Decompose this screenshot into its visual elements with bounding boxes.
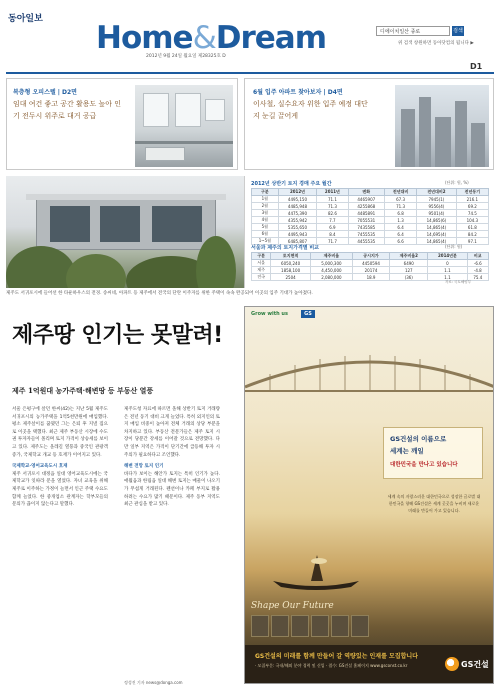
table2-row bbox=[252, 267, 489, 274]
page-number: D1 bbox=[470, 62, 483, 71]
table1-cell: 4485,948 bbox=[278, 203, 317, 210]
search-input-value: 디에이치일산 종로 bbox=[380, 29, 421, 35]
gs-advertisement[interactable] bbox=[244, 306, 494, 684]
article-body-col1 bbox=[12, 406, 108, 676]
table2-cell: 18.9 bbox=[352, 274, 389, 281]
table2-cell: (36) bbox=[390, 274, 428, 281]
boat-illustration bbox=[271, 551, 361, 591]
article-headline: 제주땅 인기는 못말려! bbox=[12, 323, 223, 348]
table2-cell: 20174 bbox=[352, 267, 389, 274]
table1-cell: 4495,943 bbox=[278, 231, 317, 238]
table1-header-cell: 2011년 bbox=[317, 189, 348, 196]
gs-logo-top: GS bbox=[301, 310, 315, 318]
table1-cell: 4485891 bbox=[348, 210, 384, 217]
masthead bbox=[0, 0, 500, 71]
body-col1-text2: 제주 서귀포시 대정읍 일대 영어교육도시에는 국제학교가 잇따라 문을 열었다. 자녀 교육을 위해 제주로 이주하는 가정이 늘면서 인근 주택 수요도 함께 늘었다. 한 중개업소 관계자는 학부모들의 문의가 끊이지 않는다고 말했다. bbox=[12, 471, 108, 508]
table1-cell: 8.4 bbox=[317, 231, 348, 238]
table2-cell: 전국 bbox=[252, 274, 271, 281]
promo-box-left[interactable] bbox=[6, 78, 238, 170]
table1-cell: 6월 bbox=[252, 231, 279, 238]
table1-row bbox=[252, 224, 489, 231]
table1-header-cell: 2012년 bbox=[278, 189, 317, 196]
table1-row bbox=[252, 196, 489, 203]
ad-message-card bbox=[383, 427, 483, 479]
table1-cell: 71.7 bbox=[317, 238, 348, 245]
table1-header-cell: 전년대비2 bbox=[417, 189, 457, 196]
gs-logo-mark-icon bbox=[445, 657, 459, 671]
table1-cell: 4465907 bbox=[348, 196, 384, 203]
table2-unit: (단위: 원) bbox=[445, 244, 463, 249]
table1-cell: 6.9 bbox=[317, 224, 348, 231]
table1-cell: 3월 bbox=[252, 210, 279, 217]
table1-cell: 6.6 bbox=[384, 238, 416, 245]
table2-header-cell: 제주비율 bbox=[310, 253, 352, 260]
table1-cell: 4월 bbox=[252, 217, 279, 224]
ad-recruit-detail: · 모집부문: 국내/해외 분야 경력 및 신입 · 접수: GS건설 홈페이지 www.gsconst.co.kr bbox=[255, 663, 408, 668]
table2-cell: 제주 bbox=[252, 267, 271, 274]
table1-cell: 9556(4) bbox=[417, 203, 457, 210]
table1-cell: 14,865(6) bbox=[417, 217, 457, 224]
table1-row bbox=[252, 203, 489, 210]
table1-cell: 4455535 bbox=[348, 238, 384, 245]
body-col2-text: 제주도청 자료에 따르면 올해 상반기 토지 거래량은 전년 동기 대비 크게 늘었다. 특히 외지인의 토지 매입 비중이 높아져 전체 거래의 상당 부분을 차지하고 있다. 부동산 전문가들은 제주 토지 시장이 당분간 강세를 이어갈 것으로 전망했다. 다만 일부 지역은 가격이 단기간에 급등해 투자 시 주의가 필요하다고 조언했다. bbox=[124, 407, 220, 458]
section-title-right: Dream bbox=[215, 20, 327, 56]
promo-left-label: 복층형 오피스텔 | D2면 bbox=[13, 89, 77, 96]
table1-cell: 6.4 bbox=[384, 224, 416, 231]
table1-cell: 1월 bbox=[252, 196, 279, 203]
ad-card-line1: 세계는 깨일 bbox=[390, 447, 424, 455]
body-col1-text: 서울 은평구에 살던 한씨(42)는 지난 5월 제주도 서귀포시의 농가주택을 1억5천만원에 매입했다. 평소 제주살이를 꿈꿨던 그는 은퇴 후 지낼 집으로 이곳을 택했다. 최근 제주 부동산 시장에 수도권 투자자들이 몰리며 토지 가격이 상승세를 보이고 있다. 제주도는 올레길 열풍과 중국인 관광객 증가, 국제학교 개교 등 호재가 이어지고 있다. bbox=[12, 407, 108, 458]
table2-cell: 6050,240 bbox=[271, 260, 311, 267]
table1-header-cell: 전년대비 bbox=[384, 189, 416, 196]
table1-cell: 7455535 bbox=[348, 231, 384, 238]
table1-cell: 4255868 bbox=[348, 203, 384, 210]
table2-cell: 0 bbox=[428, 260, 467, 267]
table1-cell: 104.3 bbox=[456, 217, 488, 224]
bridge-illustration bbox=[245, 347, 494, 407]
table1-cell: 7055531 bbox=[348, 217, 384, 224]
ad-thumbnails bbox=[251, 615, 371, 637]
table2-cell: 1.1 bbox=[428, 267, 467, 274]
article-body-col2 bbox=[124, 406, 220, 676]
table1-cell: 61.8 bbox=[456, 224, 488, 231]
newspaper-name: 동아일보 bbox=[8, 14, 43, 24]
table1-cell: 74.5 bbox=[456, 210, 488, 217]
table1-unit: (단위: 원, %) bbox=[445, 180, 469, 185]
section-title-amp: & bbox=[192, 20, 216, 56]
table1-cell: 4475,390 bbox=[278, 210, 317, 217]
table1-cell: 71.3 bbox=[384, 203, 416, 210]
promo-right-photo bbox=[395, 85, 489, 167]
table1-cell: 14,865(4) bbox=[417, 238, 457, 245]
gs-logo bbox=[445, 655, 489, 673]
table1-title: 2012년 상반기 토지 경매 주요 월간 bbox=[251, 181, 332, 187]
ad-recruit-banner[interactable] bbox=[245, 645, 494, 684]
table2-header-cell: 토지면적 bbox=[271, 253, 311, 260]
table2-row bbox=[252, 260, 489, 267]
search-help-link[interactable]: 위 검색 창원하면 동아닷컴의 됩니다 ▶ bbox=[398, 41, 474, 46]
table1-cell: 14,695(4) bbox=[417, 231, 457, 238]
table2-cell: 75.4 bbox=[467, 274, 488, 281]
table2-cell: 127 bbox=[390, 267, 428, 274]
table1-cell: 71.1 bbox=[317, 196, 348, 203]
masthead-rule bbox=[6, 72, 494, 74]
table1-cell: 9501(4) bbox=[417, 210, 457, 217]
table2 bbox=[251, 252, 489, 281]
table1-cell: 2월 bbox=[252, 203, 279, 210]
table1-cell: 1.3 bbox=[384, 217, 416, 224]
search-input[interactable] bbox=[376, 26, 450, 36]
table1-cell: 5355,650 bbox=[278, 224, 317, 231]
table1-cell: 14,865(4) bbox=[417, 224, 457, 231]
table2-cell: 6490 bbox=[390, 260, 428, 267]
table2-cell: -6.6 bbox=[467, 260, 488, 267]
table1-cell: 7435585 bbox=[348, 224, 384, 231]
gs-logo-text: GS건설 bbox=[461, 660, 489, 669]
ad-tagline: Grow with us bbox=[251, 311, 288, 317]
table1-header-cell: 구분 bbox=[252, 189, 279, 196]
table1-cell: 7.7 bbox=[317, 217, 348, 224]
section-title bbox=[96, 20, 326, 56]
table2-cell: 2504 bbox=[271, 274, 311, 281]
ad-recruit-title: GS건설의 미래를 함께 만들어 갈 역량있는 인재를 모집합니다 bbox=[255, 653, 418, 660]
table2-cell: 2,080,000 bbox=[310, 274, 352, 281]
table1-row bbox=[252, 217, 489, 224]
table1-cell: 82.6 bbox=[317, 210, 348, 217]
body-col2-subhead: 해변 전망 토지 인기 bbox=[124, 464, 164, 470]
table1-cell: 97.1 bbox=[456, 238, 488, 245]
table2-header-cell: 공시지가 bbox=[352, 253, 389, 260]
table1-cell: 4495,150 bbox=[278, 196, 317, 203]
table1-cell: 1~5월 bbox=[252, 238, 279, 245]
table2-cell: -4.8 bbox=[467, 267, 488, 274]
table2-title: 서울과 제주의 토지가격별 비교 bbox=[251, 245, 320, 251]
table1-cell: 6.8 bbox=[384, 210, 416, 217]
ad-card-title: GS건설의 이름으로 bbox=[390, 435, 447, 443]
body-col2-text2: 바다가 보이는 해안가 토지는 특히 인기가 높다. 애월읍과 한림읍 일대 해변 토지는 매물이 나오기가 무섭게 거래된다. 펜션이나 카페 부지로 활용하려는 수요가 많기 때문이다. 제주 동부 지역도 최근 관심을 받고 있다. bbox=[124, 471, 220, 508]
promo-right-headline: 이사철, 실수요자 위한 입주 예정 대단지 눈길 끌어게 bbox=[253, 100, 368, 120]
table1 bbox=[251, 188, 489, 245]
promo-left-photo bbox=[135, 85, 233, 167]
table2-header-cell: 2014년분 bbox=[428, 253, 467, 260]
table1-cell: 5월 bbox=[252, 224, 279, 231]
table1-cell: 216.1 bbox=[456, 196, 488, 203]
table2-cell: 서울 bbox=[252, 260, 271, 267]
table1-cell: 84.2 bbox=[456, 231, 488, 238]
table1-cell: 6485,807 bbox=[278, 238, 317, 245]
article-subhead: 제주 1억원대 농가주택·해변땅 등 부동산 열풍 bbox=[12, 386, 154, 395]
table-source: 자료: 국토해양부 bbox=[445, 280, 471, 284]
table1-cell: 71.3 bbox=[317, 203, 348, 210]
issue-date: 2012년 9월 24일 월요일 제28325호 D bbox=[146, 54, 226, 59]
table2-cell: 4,450,000 bbox=[310, 267, 352, 274]
stats-table-block bbox=[244, 176, 494, 288]
table2-header-cell: 제주비율2 bbox=[390, 253, 428, 260]
article-byline[interactable]: 정성진 기자 news@donga.com bbox=[124, 680, 183, 685]
ad-card-line2: 대한민국을 만나고 있습니다 bbox=[390, 462, 458, 468]
table1-cell: 4355,942 bbox=[278, 217, 317, 224]
table1-header-cell: 변화 bbox=[348, 189, 384, 196]
table2-header-cell: 비교 bbox=[467, 253, 488, 260]
table1-row bbox=[252, 231, 489, 238]
section-title-left: Home bbox=[96, 20, 193, 56]
table2-header-cell: 구분 bbox=[252, 253, 271, 260]
table1-row bbox=[252, 210, 489, 217]
table2-cell: 1858,100 bbox=[271, 267, 311, 274]
table2-cell: 1.1 bbox=[428, 274, 467, 281]
promo-left-headline: 임대 여건 좋고 공간 활용도 높아 인기 전두시 위주로 대거 공급 bbox=[13, 100, 122, 120]
ad-body-copy: 세계 속의 자랑스러운 대한민국으로 성장한 글로벌 대한민국을 향해 GS건설은 세계 곳곳을 누비며 새로운 미래를 만들어 가고 있습니다. bbox=[387, 494, 481, 513]
ad-shape-future: Shape Our Future bbox=[251, 601, 334, 611]
photo-caption: 제주도 서귀포시에 들어선 한 타운하우스의 전경. 송씨네, 아파트 등 제주에서 전국의 단란 이주자를 위한 주택이 속속 완공되어 이곳의 입주 기대가 높아졌다. bbox=[6, 291, 313, 296]
table1-cell: 67.3 bbox=[384, 196, 416, 203]
promo-box-right[interactable] bbox=[244, 78, 494, 170]
table1-cell: 6.4 bbox=[384, 231, 416, 238]
table1-header-cell: 전년동기 bbox=[456, 189, 488, 196]
table1-cell: 7945(1) bbox=[417, 196, 457, 203]
table1-cell: 69.2 bbox=[456, 203, 488, 210]
body-col1-subhead: 국제학교·영어교육도시 호재 bbox=[12, 464, 68, 470]
promo-right-label: 6월 입주 아파트 찾아보자 | D4면 bbox=[253, 89, 343, 96]
table2-cell: 5,000,300 bbox=[310, 260, 352, 267]
search-button[interactable]: 검색 bbox=[453, 28, 463, 34]
table2-cell: 4450594 bbox=[352, 260, 389, 267]
